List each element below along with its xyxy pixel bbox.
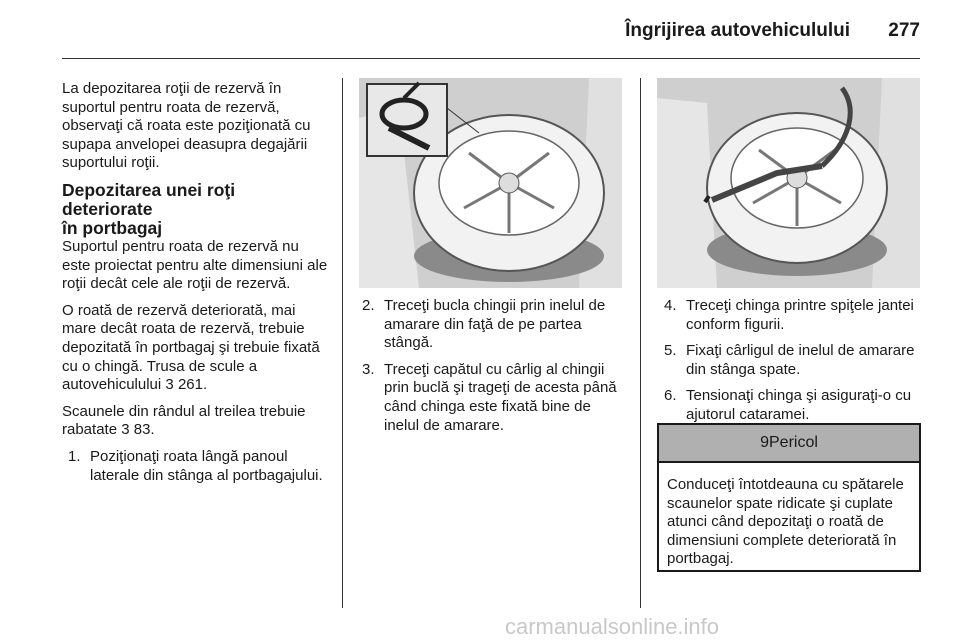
step-number: 4. — [664, 297, 677, 314]
list-item — [362, 297, 627, 353]
step-text: Fixaţi cârligul de inelul de amarare din stânga spate. — [686, 342, 915, 378]
warning-box — [657, 423, 921, 572]
step-text: Tensionaţi chinga şi asiguraţi-o cu ajutorul cataramei. — [686, 387, 912, 423]
paragraph-damaged-wheel-text: O roată de rezervă deteriorată, mai mare decât roata de rezervă, trebuie depozitată în portbagaj şi trebuie fixată cu o chingă. Trusa de scule a autovehiculului — [62, 301, 320, 394]
column-divider — [640, 78, 641, 608]
page-reference-icon: 3 — [121, 421, 130, 439]
step-number: 1. — [68, 447, 81, 465]
list-item — [664, 342, 922, 379]
figure-wheel-strap-spokes — [657, 78, 920, 288]
step-text: Treceţi capătul cu cârlig al chingii prin buclă şi trageţi de acesta până când chinga este fixată bine de inelul de amarare. — [384, 360, 617, 434]
steps-list — [362, 297, 627, 435]
paragraph-wheel-support: Suportul pentru roata de rezervă nu este proiectat pentru alte dimensiuni ale roţii decât cele ale roţii de rezervă. — [62, 237, 328, 293]
intro-paragraph: La depozitarea roţii de rezervă în suportul pentru roata de rezervă, observaţi că roata este poziţionată cu supapa anvelopei deasupra degajării suportului roţii. — [62, 80, 311, 172]
paragraph-third-row-text: Scaunele din rândul al treilea trebuie rabatate — [62, 402, 306, 439]
wheel-illustration — [359, 78, 622, 288]
step-number: 6. — [664, 387, 677, 405]
steps-list — [664, 297, 922, 425]
paragraph-damaged-wheel — [62, 302, 330, 395]
section-heading-line1: Depozitarea unei roţi deteriorate — [62, 179, 236, 219]
page-reference[interactable]: 83. — [133, 421, 155, 439]
header-divider — [62, 58, 920, 59]
warning-title: Pericol — [769, 434, 818, 451]
section-heading — [62, 181, 330, 238]
step-text: Treceţi chinga printre spiţele jantei conform figurii. — [686, 297, 914, 333]
list-item — [664, 297, 922, 334]
page-title: Îngrijirea autovehiculului — [625, 20, 850, 41]
section-heading-line2: în portbagaj — [62, 217, 163, 238]
warning-header — [659, 425, 919, 463]
wheel-illustration — [657, 78, 920, 288]
list-item — [68, 448, 330, 485]
column-divider — [342, 78, 343, 608]
middle-column — [362, 297, 627, 443]
page-number: 277 — [888, 20, 920, 41]
figure-wheel-strap-loop — [359, 78, 622, 288]
paragraph-third-row — [62, 403, 330, 440]
step-text: Treceţi bucla chingii prin inelul de amarare din faţă de pe partea stângă. — [384, 297, 606, 352]
list-item — [362, 361, 627, 435]
step-number: 3. — [362, 360, 375, 378]
left-column — [62, 80, 330, 493]
step-number: 2. — [362, 297, 375, 314]
steps-list — [68, 448, 330, 485]
warning-text: Conduceţi întotdeauna cu spătarele scaunelor spate ridicate şi cuplate atunci când depozitaţi o roată de dimensiuni complete deteriorată în portbagaj. — [667, 476, 904, 568]
watermark: carmanualsonline.info — [505, 614, 720, 639]
warning-icon: 9 — [760, 434, 769, 451]
step-text: Poziţionaţi roata lângă panoul laterale din stânga al portbagajului. — [90, 447, 323, 484]
right-column — [664, 297, 922, 433]
list-item — [664, 387, 922, 424]
step-number: 5. — [664, 342, 677, 360]
page-reference[interactable]: 261. — [177, 376, 208, 394]
page-reference-icon: 3 — [165, 376, 174, 394]
